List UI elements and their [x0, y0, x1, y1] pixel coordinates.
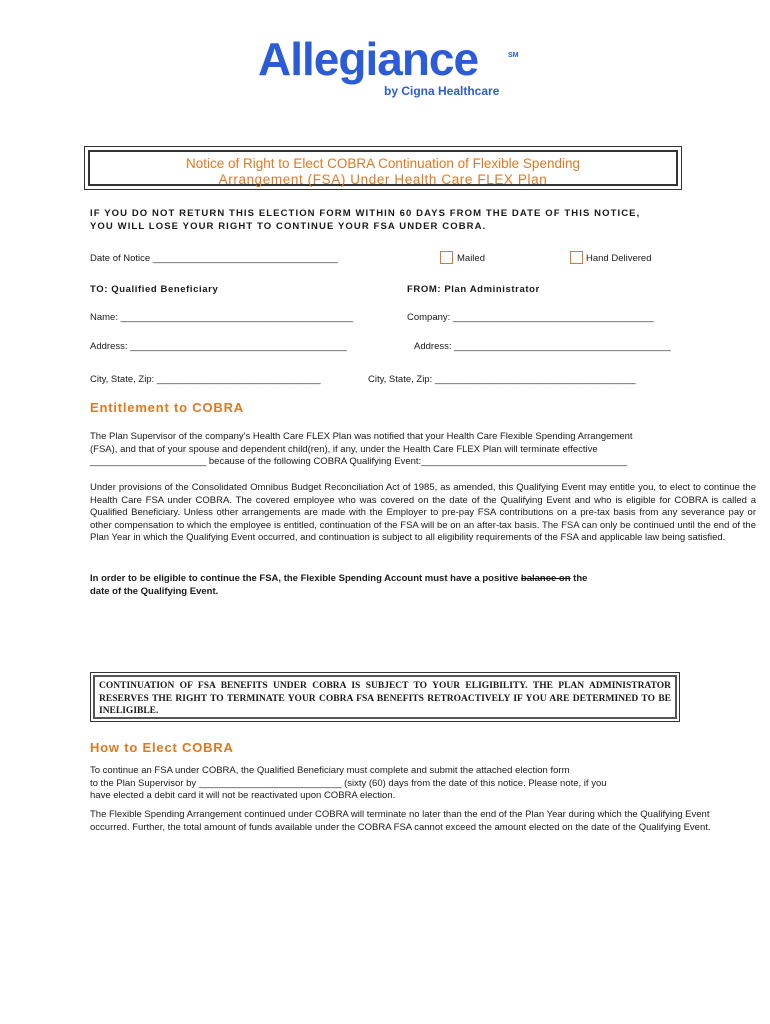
- title-box: [84, 146, 682, 190]
- entitlement-p1-line-1: The Plan Supervisor of the company's Health Care FLEX Plan was notified that your Health Care Flexible Spending Arrangement: [90, 431, 633, 442]
- address-field-beneficiary[interactable]: Address: _________________________________________: [90, 341, 347, 352]
- address-field-administrator[interactable]: Address: _________________________________________: [414, 341, 671, 352]
- company-field[interactable]: Company: ______________________________________: [407, 312, 654, 323]
- title-line-2: Arrangement (FSA) Under Health Care FLEX Plan: [218, 172, 548, 187]
- warning-line-2: YOU WILL LOSE YOUR RIGHT TO CONTINUE YOUR FSA UNDER COBRA.: [90, 221, 487, 232]
- eligibility-struck-text: balance on: [520, 573, 571, 584]
- how-p1-line-2: to the Plan Supervisor by ___________________________ (sixty (60) days from the date of this notice. Please note, if you: [90, 777, 607, 789]
- name-field[interactable]: Name: ____________________________________________: [90, 312, 354, 323]
- city-state-zip-field-administrator[interactable]: City, State, Zip: ______________________________________: [368, 374, 636, 385]
- how-to-elect-heading: How to Elect COBRA: [90, 740, 234, 755]
- service-mark: SM: [508, 52, 519, 59]
- eligibility-text-b: the: [570, 573, 588, 584]
- page-title: [90, 156, 676, 188]
- eligibility-paragraph: [90, 573, 690, 598]
- warning-line-1: IF YOU DO NOT RETURN THIS ELECTION FORM WITHIN 60 DAYS FROM THE DATE OF THIS NOTICE,: [90, 208, 641, 219]
- entitlement-paragraph-1: [90, 431, 690, 469]
- entitlement-p1-line-3: ______________________ because of the following COBRA Qualifying Event:_______________________________________: [90, 456, 628, 467]
- mailed-checkbox[interactable]: [440, 251, 453, 264]
- eligibility-line-1: [90, 573, 690, 586]
- title-line-1: Notice of Right to Elect COBRA Continuation of Flexible Spending: [186, 156, 580, 171]
- eligibility-notice-box: [90, 672, 680, 722]
- eligibility-line-2: date of the Qualifying Event.: [90, 585, 219, 597]
- date-of-notice-field[interactable]: Date of Notice ___________________________________: [90, 253, 338, 264]
- hand-delivered-checkbox[interactable]: [570, 251, 583, 264]
- return-deadline-warning: [90, 207, 690, 233]
- how-to-elect-paragraph-2: The Flexible Spending Arrangement continued under COBRA will terminate no later than the end of the Plan Year during which the Qualifying Event occurred. Further, the total amount of funds available under the COBRA FSA cannot exceed the amount elected on the date of the Qualifying Event.: [90, 809, 711, 833]
- entitlement-paragraph-2: Under provisions of the Consolidated Omnibus Budget Reconciliation Act of 1985, as amended, this Qualifying Event may entitle you, to elect to continue the Health Care FSA under COBRA. The covered employee who was covered on the date of the Qualifying Event and who is eligible for COBRA is called a Qualified Beneficiary. Unless other arrangements are made with the Employer to pre-pay FSA contributions on a pre-tax basis from any severance pay or other compensation to which the employee is entitled, continuation of the FSA will be on an after-tax basis. The FSA can only be continued until the end of the Plan Year in which the Qualifying Event occurred, and continuation is subject to all eligibility requirements of the FSA and applicable law being satisfied.: [90, 482, 756, 543]
- city-state-zip-field-beneficiary[interactable]: City, State, Zip: _______________________________: [90, 374, 321, 385]
- from-heading: FROM: Plan Administrator: [407, 284, 540, 295]
- title-inner-border: [88, 150, 678, 186]
- to-heading: TO: Qualified Beneficiary: [90, 284, 219, 295]
- logo-tagline: by Cigna Healthcare: [384, 84, 500, 98]
- how-to-elect-paragraph-1: [90, 765, 690, 803]
- hand-delivered-label: Hand Delivered: [586, 253, 652, 264]
- eligibility-text-a: In order to be eligible to continue the FSA, the Flexible Spending Account must have a positive: [90, 573, 521, 584]
- entitlement-heading: Entitlement to COBRA: [90, 400, 244, 415]
- how-p1-line-1: To continue an FSA under COBRA, the Qualified Beneficiary must complete and submit the attached election form: [90, 765, 570, 776]
- entitlement-p1-line-2: (FSA), and that of your spouse and dependent child(ren), if any, under the Health Care FLEX Plan will terminate effective: [90, 443, 598, 455]
- mailed-label: Mailed: [457, 253, 485, 264]
- eligibility-notice-text: CONTINUATION OF FSA BENEFITS UNDER COBRA IS SUBJECT TO YOUR ELIGIBILITY. THE PLAN ADMINISTRATOR RESERVES THE RIGHT TO TERMINATE YOUR COBRA FSA BENEFITS RETROACTIVELY IF YOU ARE DETERMINED TO BE INELIGIBLE.: [93, 675, 677, 719]
- how-p1-line-3: have elected a debit card it will not be reactivated upon COBRA election.: [90, 790, 396, 801]
- allegiance-logo: Allegiance: [258, 33, 479, 85]
